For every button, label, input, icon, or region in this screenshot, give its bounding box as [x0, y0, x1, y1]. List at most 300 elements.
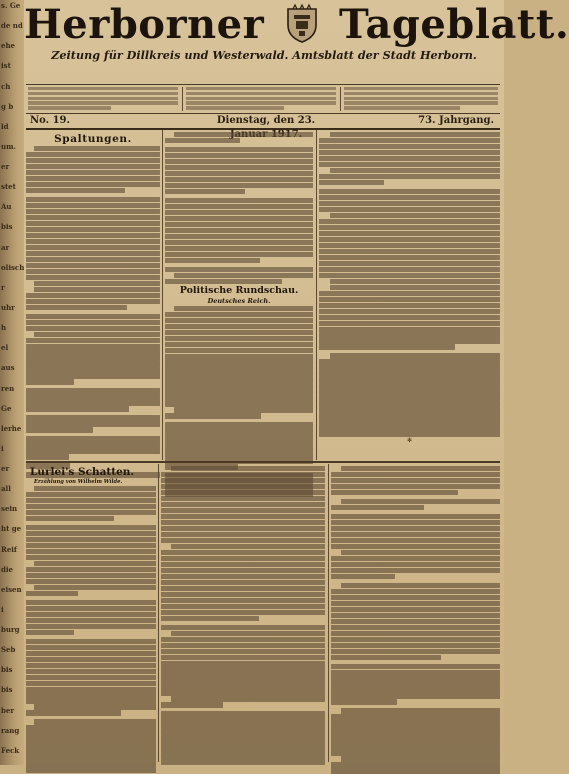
text-line: [26, 573, 156, 578]
text-line: [319, 261, 500, 266]
text-line: [26, 379, 74, 384]
text-line: [165, 228, 313, 233]
text-line: [165, 342, 313, 347]
rundschau-heading: Politische Rundschau.: [179, 284, 299, 296]
text-line: [26, 427, 93, 432]
text-line: [26, 326, 160, 331]
text-line: [161, 729, 325, 734]
serial-body: [26, 486, 156, 773]
text-line: [26, 537, 156, 542]
text-line: [161, 643, 325, 648]
text-line: [165, 359, 313, 364]
text-line: [26, 612, 156, 617]
text-line: [165, 354, 313, 359]
text-line: [165, 240, 313, 245]
text-line: [331, 738, 500, 743]
text-line: [331, 693, 500, 698]
text-line: [34, 287, 160, 292]
binding-fragment: uhr: [1, 303, 15, 312]
info-line: [186, 101, 336, 104]
text-line: [319, 180, 384, 185]
text-line: [34, 281, 160, 286]
serial-column-2: [161, 466, 325, 762]
text-line: [34, 704, 156, 709]
text-line: [34, 585, 156, 590]
text-line: [161, 580, 325, 585]
text-line: [165, 165, 313, 170]
info-line: [28, 92, 178, 95]
text-line: [331, 643, 500, 648]
text-line: [161, 604, 325, 609]
binding-fragment: h: [1, 323, 7, 332]
text-line: [319, 407, 500, 412]
text-line: [161, 655, 325, 660]
text-line: [341, 550, 500, 555]
text-line: [34, 486, 156, 491]
text-line: [319, 237, 500, 242]
text-line: [161, 666, 325, 671]
text-line: [165, 428, 313, 433]
text-line: [161, 649, 325, 654]
text-line: [26, 448, 160, 453]
text-line: [161, 490, 325, 495]
text-line: [331, 675, 500, 680]
text-line: [26, 176, 160, 181]
text-line: [26, 591, 78, 596]
text-line: [26, 492, 156, 497]
info-line: [28, 87, 178, 90]
text-line: [26, 436, 160, 441]
text-line: [165, 234, 313, 239]
text-line: [161, 592, 325, 597]
text-line: [330, 132, 500, 137]
info-line: [344, 101, 498, 104]
text-line: [26, 293, 160, 298]
text-line: [26, 624, 156, 629]
text-line: [331, 687, 500, 692]
text-line: [319, 389, 500, 394]
text-line: [330, 168, 500, 173]
article-body: [165, 132, 313, 284]
text-line: [26, 618, 156, 623]
text-line: [319, 321, 500, 326]
text-line: [165, 446, 313, 451]
text-line: [161, 672, 325, 677]
text-line: [331, 714, 500, 719]
text-line: [161, 496, 325, 501]
text-line: [165, 279, 282, 284]
binding-fragment: um.: [1, 142, 16, 151]
text-line: [319, 365, 500, 370]
text-line: [319, 332, 500, 337]
text-line: [174, 132, 313, 137]
text-line: [26, 630, 74, 635]
text-line: [161, 598, 325, 603]
text-line: [319, 255, 500, 260]
text-line: [26, 651, 156, 656]
article-heading: Spaltungen.: [54, 133, 132, 145]
text-line: [331, 613, 500, 618]
text-line: [319, 425, 500, 430]
text-line: [26, 639, 156, 644]
text-line: [161, 472, 325, 477]
text-line: [165, 413, 261, 418]
article-body: [319, 132, 500, 437]
text-line: [26, 245, 160, 250]
text-line: [165, 383, 313, 388]
text-line: [165, 222, 313, 227]
text-line: [319, 291, 500, 296]
binding-fragment: g b: [1, 102, 14, 111]
text-line: [26, 421, 160, 426]
info-line: [28, 106, 111, 109]
text-line: [26, 600, 156, 605]
text-line: [319, 189, 500, 194]
text-line: [319, 297, 500, 302]
text-line: [26, 158, 160, 163]
text-line: [319, 359, 500, 364]
text-line: [331, 720, 500, 725]
serial-subtitle: Erzählung von Wilhelm Wilde.: [34, 479, 123, 485]
text-line: [331, 601, 500, 606]
serial-body: [161, 466, 325, 765]
text-line: [319, 267, 500, 272]
text-line: [319, 303, 500, 308]
text-line: [26, 579, 156, 584]
info-line: [344, 106, 460, 109]
text-line: [331, 681, 500, 686]
text-line: [331, 484, 500, 489]
masthead: [24, 1, 569, 66]
text-line: [26, 606, 156, 611]
text-line: [165, 204, 313, 209]
text-line: [26, 761, 156, 766]
text-line: [319, 207, 500, 212]
text-line: [26, 367, 160, 372]
text-line: [331, 574, 395, 579]
text-line: [26, 645, 156, 650]
rundschau-subheading: Deutsches Reich.: [207, 296, 271, 305]
text-line: [161, 711, 325, 716]
text-line: [26, 657, 156, 662]
text-line: [331, 562, 500, 567]
separator-ornament: ✻: [406, 437, 413, 445]
binding-fragment: eisen: [1, 585, 22, 594]
text-line: [165, 147, 313, 152]
text-line: [165, 216, 313, 221]
text-line: [161, 478, 325, 483]
text-line: [331, 607, 500, 612]
text-line: [331, 472, 500, 477]
text-line: [26, 388, 160, 393]
text-line: [331, 699, 397, 704]
text-line: [331, 520, 500, 525]
text-line: [330, 279, 500, 284]
binding-fragment: Reif: [1, 545, 17, 554]
text-line: [165, 318, 313, 323]
text-line: [161, 661, 325, 666]
text-line: [319, 144, 500, 149]
text-line: [331, 544, 500, 549]
text-line: [26, 531, 156, 536]
text-line: [26, 197, 160, 202]
text-line: [26, 269, 160, 274]
text-line: [165, 171, 313, 176]
text-line: [331, 744, 500, 749]
text-line: [331, 619, 500, 624]
text-line: [26, 239, 160, 244]
binding-fragment: ist: [1, 61, 11, 70]
info-line: [186, 97, 336, 100]
article-spaltungen: [26, 132, 160, 458]
text-line: [161, 532, 325, 537]
text-line: [26, 663, 156, 668]
text-line: [165, 324, 313, 329]
info-line: [344, 97, 498, 100]
text-line: [161, 717, 325, 722]
printing-info: [344, 87, 498, 111]
text-line: [26, 710, 121, 715]
text-line: [161, 678, 325, 683]
text-line: [341, 583, 500, 588]
text-line: [26, 406, 129, 411]
text-line: [165, 389, 313, 394]
text-line: [26, 692, 156, 697]
text-line: [165, 246, 313, 251]
text-line: [331, 631, 500, 636]
text-line: [26, 743, 156, 748]
newspaper-page: [24, 0, 569, 765]
text-line: [26, 251, 160, 256]
title-right: Tageblatt.: [339, 1, 569, 48]
text-line: [171, 631, 325, 636]
text-line: [26, 755, 156, 760]
info-line: [28, 97, 178, 100]
text-line: [26, 338, 160, 343]
binding-fragment: burg: [1, 625, 20, 634]
text-line: [165, 422, 313, 427]
text-line: [165, 440, 313, 445]
text-line: [161, 684, 325, 689]
text-line: [319, 377, 500, 382]
text-line: [26, 725, 156, 730]
text-line: [341, 499, 500, 504]
newspaper-title: [24, 1, 569, 48]
text-line: [319, 195, 500, 200]
text-line: [165, 267, 313, 272]
text-line: [26, 543, 156, 548]
text-line: [341, 708, 500, 713]
text-line: [331, 514, 500, 519]
text-line: [319, 383, 500, 388]
text-line: [161, 759, 325, 764]
text-line: [319, 315, 500, 320]
binding-fragment: Au: [1, 202, 12, 211]
text-line: [161, 616, 259, 621]
text-line: [331, 526, 500, 531]
info-line: [344, 87, 498, 90]
text-line: [161, 502, 325, 507]
serial-column-3: [331, 466, 500, 762]
text-line: [331, 505, 424, 510]
binding-fragment: Ge: [1, 404, 12, 413]
text-line: [26, 510, 156, 515]
binding-fragment: er: [1, 464, 10, 473]
text-line: [26, 687, 156, 692]
text-line: [331, 568, 500, 573]
text-line: [161, 556, 325, 561]
binding-margin: [0, 0, 25, 765]
text-line: [165, 189, 245, 194]
text-line: [26, 525, 156, 530]
binding-fragment: Feck: [1, 746, 20, 755]
text-line: [161, 568, 325, 573]
text-line: [26, 164, 160, 169]
binding-fragment: bis: [1, 665, 13, 674]
text-line: [26, 549, 156, 554]
text-line: [26, 344, 160, 349]
advertising-info: [186, 87, 336, 111]
text-line: [26, 263, 160, 268]
text-line: [26, 394, 160, 399]
binding-fragment: s. Ge: [1, 1, 21, 10]
text-line: [26, 669, 156, 674]
text-line: [331, 655, 441, 660]
text-line: [161, 723, 325, 728]
binding-fragment: ht ge: [1, 524, 22, 533]
text-line: [161, 637, 325, 642]
text-line: [26, 257, 160, 262]
text-line: [165, 138, 240, 143]
text-line: [330, 353, 500, 358]
binding-fragment: i: [1, 605, 4, 614]
info-line: [186, 106, 284, 109]
text-line: [26, 400, 160, 405]
text-line: [165, 312, 313, 317]
text-line: [165, 330, 313, 335]
text-line: [174, 407, 313, 412]
text-line: [331, 478, 500, 483]
text-line: [319, 431, 500, 436]
text-line: [331, 768, 500, 773]
info-line: [344, 92, 498, 95]
binding-fragment: ren: [1, 384, 15, 393]
serial-story: [26, 466, 156, 762]
coat-of-arms-icon: [285, 5, 319, 43]
text-line: [26, 275, 160, 280]
text-line: [26, 737, 156, 742]
masthead-subtitle: Zeitung für Dillkreis und Westerwald. Amtsblatt der Stadt Herborn.: [51, 48, 477, 62]
text-line: [26, 305, 127, 310]
text-line: [341, 756, 500, 761]
text-line: [331, 595, 500, 600]
binding-fragment: die: [1, 565, 14, 574]
text-line: [171, 544, 325, 549]
issue-date: Dienstag, den 23.: [216, 115, 316, 126]
text-line: [165, 198, 313, 203]
text-line: [165, 336, 313, 341]
text-line: [319, 156, 500, 161]
text-line: [26, 227, 160, 232]
text-line: [26, 233, 160, 238]
subscription-info: [28, 87, 178, 111]
text-line: [331, 750, 500, 755]
text-line: [26, 215, 160, 220]
text-line: [330, 285, 500, 290]
text-line: [319, 231, 500, 236]
text-line: [319, 249, 500, 254]
binding-fragment: stet: [1, 182, 16, 191]
binding-fragment: r: [1, 283, 5, 292]
text-line: [319, 419, 500, 424]
text-line: [165, 252, 313, 257]
article-column-2: [165, 132, 313, 458]
publication-info-bar: [26, 84, 500, 114]
text-line: [26, 415, 160, 420]
text-line: [331, 589, 500, 594]
issue-dateline: [26, 114, 500, 130]
text-line: [174, 306, 313, 311]
text-line: [161, 690, 325, 695]
text-line: [165, 371, 313, 376]
text-line: [331, 637, 500, 642]
text-line: [34, 561, 156, 566]
text-line: [319, 219, 500, 224]
text-line: [26, 152, 160, 157]
text-line: [161, 484, 325, 489]
text-line: [331, 625, 500, 630]
text-line: [165, 395, 313, 400]
text-line: [161, 562, 325, 567]
text-line: [319, 338, 500, 343]
text-line: [26, 182, 160, 187]
binding-fragment: aus: [1, 363, 15, 372]
text-line: [161, 610, 325, 615]
text-line: [161, 574, 325, 579]
text-line: [161, 520, 325, 525]
text-line: [331, 732, 500, 737]
text-line: [165, 401, 313, 406]
text-line: [161, 735, 325, 740]
binding-fragment: bis: [1, 685, 13, 694]
text-line: [319, 327, 500, 332]
text-line: [319, 150, 500, 155]
info-line: [28, 101, 178, 104]
text-line: [161, 747, 325, 752]
text-line: [319, 243, 500, 248]
text-line: [331, 490, 458, 495]
binding-fragment: all: [1, 484, 11, 493]
text-line: [26, 361, 160, 366]
text-line: [26, 221, 160, 226]
text-line: [161, 538, 325, 543]
text-line: [165, 452, 313, 457]
text-line: [319, 174, 500, 179]
text-line: [26, 498, 156, 503]
text-line: [331, 538, 500, 543]
text-line: [161, 741, 325, 746]
binding-fragment: ehe: [1, 41, 15, 50]
text-line: [165, 177, 313, 182]
text-line: [26, 454, 69, 459]
text-line: [319, 413, 500, 418]
text-line: [165, 210, 313, 215]
binding-fragment: ber: [1, 706, 15, 715]
text-line: [331, 649, 500, 654]
text-line: [319, 344, 455, 349]
binding-fragment: ar: [1, 243, 10, 252]
text-line: [331, 726, 500, 731]
